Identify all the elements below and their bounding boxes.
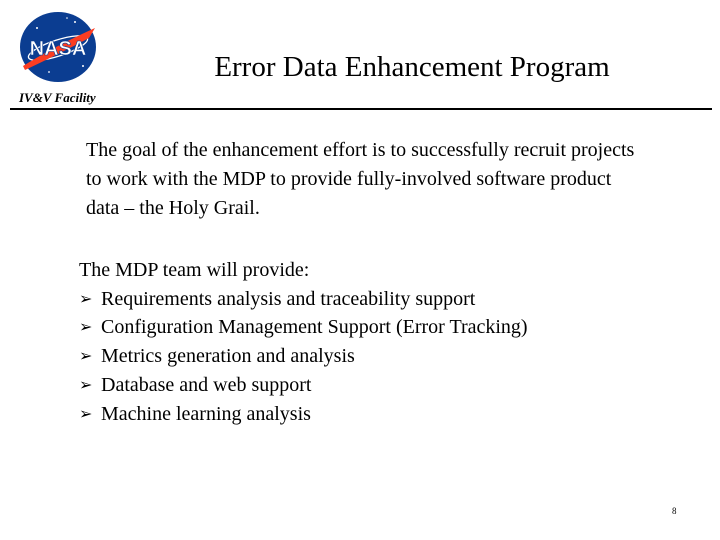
team-section <box>79 256 679 428</box>
nasa-logo <box>15 8 101 86</box>
arrow-bullet-icon: ➢ <box>79 317 93 337</box>
provision-list <box>79 285 679 429</box>
page-number: 8 <box>672 506 677 516</box>
arrow-bullet-icon: ➢ <box>79 374 93 394</box>
team-intro: The MDP team will provide: <box>79 259 310 281</box>
list-item-text: Configuration Management Support (Error Tracking) <box>101 316 528 339</box>
list-item <box>79 371 679 400</box>
list-item <box>79 400 679 429</box>
list-item <box>79 285 679 314</box>
nasa-meatball-icon <box>15 8 101 86</box>
header-divider <box>10 108 712 110</box>
list-item-text: Requirements analysis and traceability support <box>101 287 476 310</box>
list-item-text: Database and web support <box>101 373 312 396</box>
list-item <box>79 313 679 342</box>
logo-text: NASA <box>29 38 87 60</box>
arrow-bullet-icon: ➢ <box>79 403 93 423</box>
list-item <box>79 342 679 371</box>
list-item-text: Metrics generation and analysis <box>101 345 355 368</box>
goal-paragraph: The goal of the enhancement effort is to successfully recruit projects to work with the MDP to provide fully-involved software product data – the Holy Grail. <box>86 139 635 219</box>
arrow-bullet-icon: ➢ <box>79 288 93 308</box>
facility-label: IV&V Facility <box>19 90 96 105</box>
list-item-text: Machine learning analysis <box>101 402 311 425</box>
arrow-bullet-icon: ➢ <box>79 346 93 366</box>
page-title: Error Data Enhancement Program <box>214 51 610 83</box>
